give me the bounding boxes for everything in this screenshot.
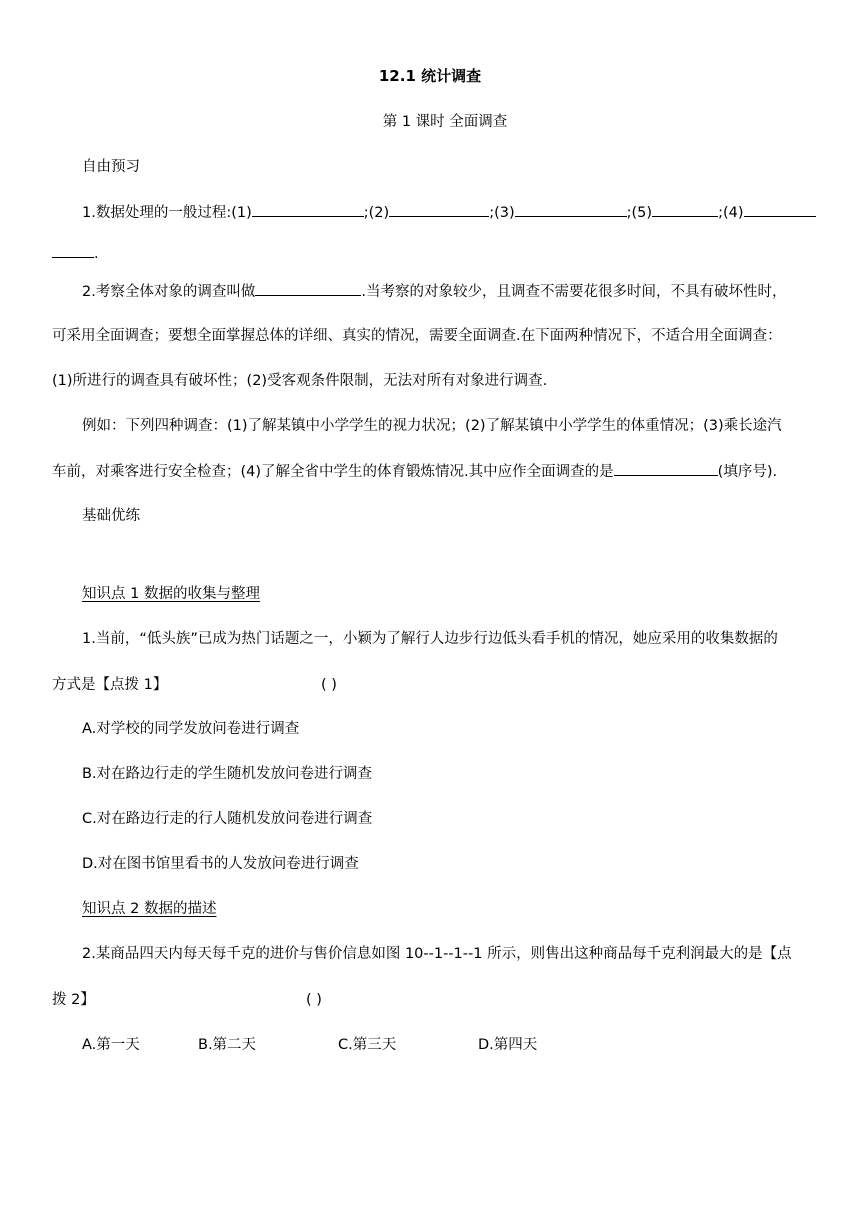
example-lead: 车前，对乘客进行安全检查；(4)了解全省中学生的体育锻炼情况.其中应作全面调查的是 <box>52 464 614 480</box>
question-2-line-3: (1)所进行的调查具有破坏性；(2)受客观条件限制，无法对所有对象进行调查. <box>52 373 548 389</box>
answer-blank-3[interactable] <box>515 202 627 217</box>
section-heading-preview: 自由预习 <box>82 159 140 175</box>
kp2-answer-paren[interactable]: ( ) <box>306 992 322 1008</box>
answer-blank-5[interactable] <box>652 202 718 217</box>
kp1-option-c[interactable]: C.对在路边行走的行人随机发放问卷进行调查 <box>82 811 373 827</box>
kp1-option-d[interactable]: D.对在图书馆里看书的人发放问卷进行调查 <box>82 856 359 872</box>
question-1-lead: 1.数据处理的一般过程:(1) <box>82 205 252 221</box>
example-line-1: 例如：下列四种调查：(1)了解某镇中小学学生的视力状况；(2)了解某镇中小学学生的体重情况；(3)乘长途汽 <box>82 418 782 434</box>
answer-blank-4[interactable] <box>744 202 816 217</box>
question-1-sep-3: ;(3) <box>489 205 515 221</box>
kp1-question-lead: 方式是【点拨 1】 <box>52 677 168 693</box>
page-title: 12.1 统计调查 <box>378 67 482 85</box>
knowledge-point-2-heading: 知识点 2 数据的描述 <box>82 901 217 917</box>
kp2-question-line-1: 2.某商品四天内每天每千克的进价与售价信息如图 10--1--1--1 所示，则售出这种商品每千克利润最大的是【点 <box>82 946 792 962</box>
example-line-2 <box>52 461 777 482</box>
question-1-sep-4: ;(4) <box>718 205 744 221</box>
answer-blank-example[interactable] <box>614 461 718 476</box>
knowledge-point-1-heading: 知识点 1 数据的收集与整理 <box>82 586 260 602</box>
question-2-line-1 <box>82 281 786 302</box>
question-2-line-2: 可采用全面调查；要想全面掌握总体的详细、真实的情况，需要全面调查.在下面两种情况下，不适合用全面调查： <box>52 328 782 344</box>
page-subtitle: 第 1 课时 全面调查 <box>382 114 508 130</box>
answer-blank-1[interactable] <box>252 202 364 217</box>
kp2-option-d[interactable]: D.第四天 <box>478 1037 538 1053</box>
kp2-option-c[interactable]: C.第三天 <box>338 1037 397 1053</box>
example-end: (填序号). <box>717 464 778 480</box>
kp2-question-line-2: 拨 2】 <box>52 992 95 1008</box>
question-1-sep-5: ;(5) <box>626 205 653 221</box>
kp1-answer-paren[interactable]: ( ) <box>321 677 337 693</box>
answer-blank-4-continued[interactable] <box>52 243 94 258</box>
question-2-lead: 2.考察全体对象的调查叫做 <box>82 284 256 300</box>
section-heading-basic: 基础优练 <box>82 508 140 524</box>
question-1-end: . <box>94 246 99 262</box>
kp1-option-b[interactable]: B.对在路边行走的学生随机发放问卷进行调查 <box>82 766 373 782</box>
answer-blank-2[interactable] <box>389 202 489 217</box>
question-1-sep-2: ;(2) <box>363 205 390 221</box>
answer-blank-q2[interactable] <box>255 281 361 296</box>
question-1-continued <box>52 243 99 264</box>
kp2-option-a[interactable]: A.第一天 <box>82 1037 140 1053</box>
question-2-rest: .当考察的对象较少，且调查不需要花很多时间，不具有破坏性时， <box>361 284 787 300</box>
kp2-option-b[interactable]: B.第二天 <box>198 1037 257 1053</box>
question-1 <box>82 202 816 223</box>
kp1-option-a[interactable]: A.对学校的同学发放问卷进行调查 <box>82 721 300 737</box>
kp1-question-line-2 <box>52 675 167 695</box>
kp1-question-line-1: 1.当前，“低头族”已成为热门话题之一，小颖为了解行人边步行边低头看手机的情况，她应采用的收集数据的 <box>82 631 778 647</box>
